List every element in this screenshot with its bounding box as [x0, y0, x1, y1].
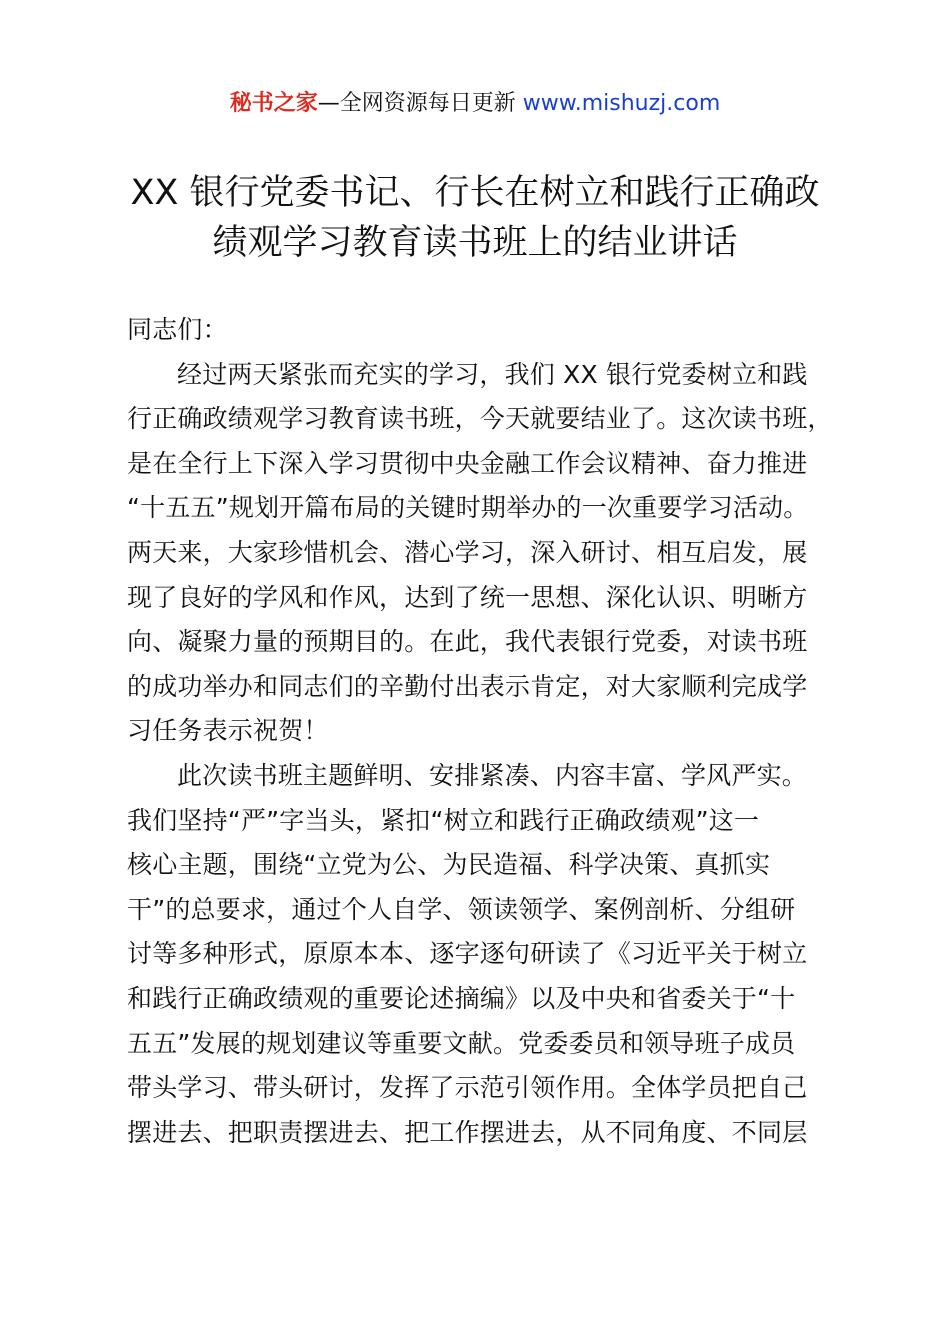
- paragraph-line: 经过两天紧张而充实的学习，我们 XX 银行党委树立和践: [177, 359, 808, 389]
- paragraph-line: 摆进去、把职责摆进去、把工作摆进去，从不同角度、不同层: [127, 1117, 808, 1147]
- salutation: 同志们：: [127, 315, 228, 344]
- title-line-1: XX 银行党委书记、行长在树立和践行正确政: [130, 173, 820, 213]
- paragraph-line: 习任务表示祝贺！: [127, 716, 329, 746]
- paragraph-line: 行正确政绩观学习教育读书班，今天就要结业了。这次读书班，: [127, 404, 833, 434]
- document-title: [100, 168, 850, 268]
- paragraph-line: 此次读书班主题鲜明、安排紧凑、内容丰富、学风严实。: [177, 760, 808, 790]
- site-header: [0, 86, 950, 122]
- paragraph-line: 两天来，大家珍惜机会、潜心学习，深入研讨、相互启发，展: [127, 537, 808, 567]
- document-body: [127, 308, 847, 1155]
- header-tagline: —全网资源每日更新: [317, 91, 523, 116]
- paragraph-line: “十五五”规划开篇布局的关键时期举办的一次重要学习活动。: [127, 493, 809, 523]
- title-line-2: 绩观学习教育读书班上的结业讲话: [212, 223, 738, 263]
- paragraph-line: 干”的总要求，通过个人自学、领读领学、案例剖析、分组研: [127, 894, 796, 924]
- paragraph-line: 带头学习、带头研讨，发挥了示范引领作用。全体学员把自己: [127, 1073, 808, 1103]
- paragraph-line: 的成功举办和同志们的辛勤付出表示肯定，对大家顺利完成学: [127, 671, 808, 701]
- paragraph-line: 讨等多种形式，原原本本、逐字逐句研读了《习近平关于树立: [127, 939, 808, 969]
- paragraph-line: 是在全行上下深入学习贯彻中央金融工作会议精神、奋力推进: [127, 448, 808, 478]
- paragraph-line: 五五”发展的规划建议等重要文献。党委委员和领导班子成员: [127, 1028, 796, 1058]
- paragraph-line: 和践行正确政绩观的重要论述摘编》以及中央和省委关于“十: [127, 983, 796, 1013]
- paragraph-line: 向、凝聚力量的预期目的。在此，我代表银行党委，对读书班: [127, 627, 808, 657]
- site-url-link[interactable]: www.mishuzj.com: [522, 91, 721, 116]
- paragraph-line: 我们坚持“严”字当头，紧扣“树立和践行正确政绩观”这一: [127, 805, 760, 835]
- brand-name: 秘书之家: [229, 91, 318, 116]
- paragraph-line: 现了良好的学风和作风，达到了统一思想、深化认识、明晰方: [127, 582, 808, 612]
- paragraph-line: 核心主题，围绕“立党为公、为民造福、科学决策、真抓实: [127, 850, 771, 880]
